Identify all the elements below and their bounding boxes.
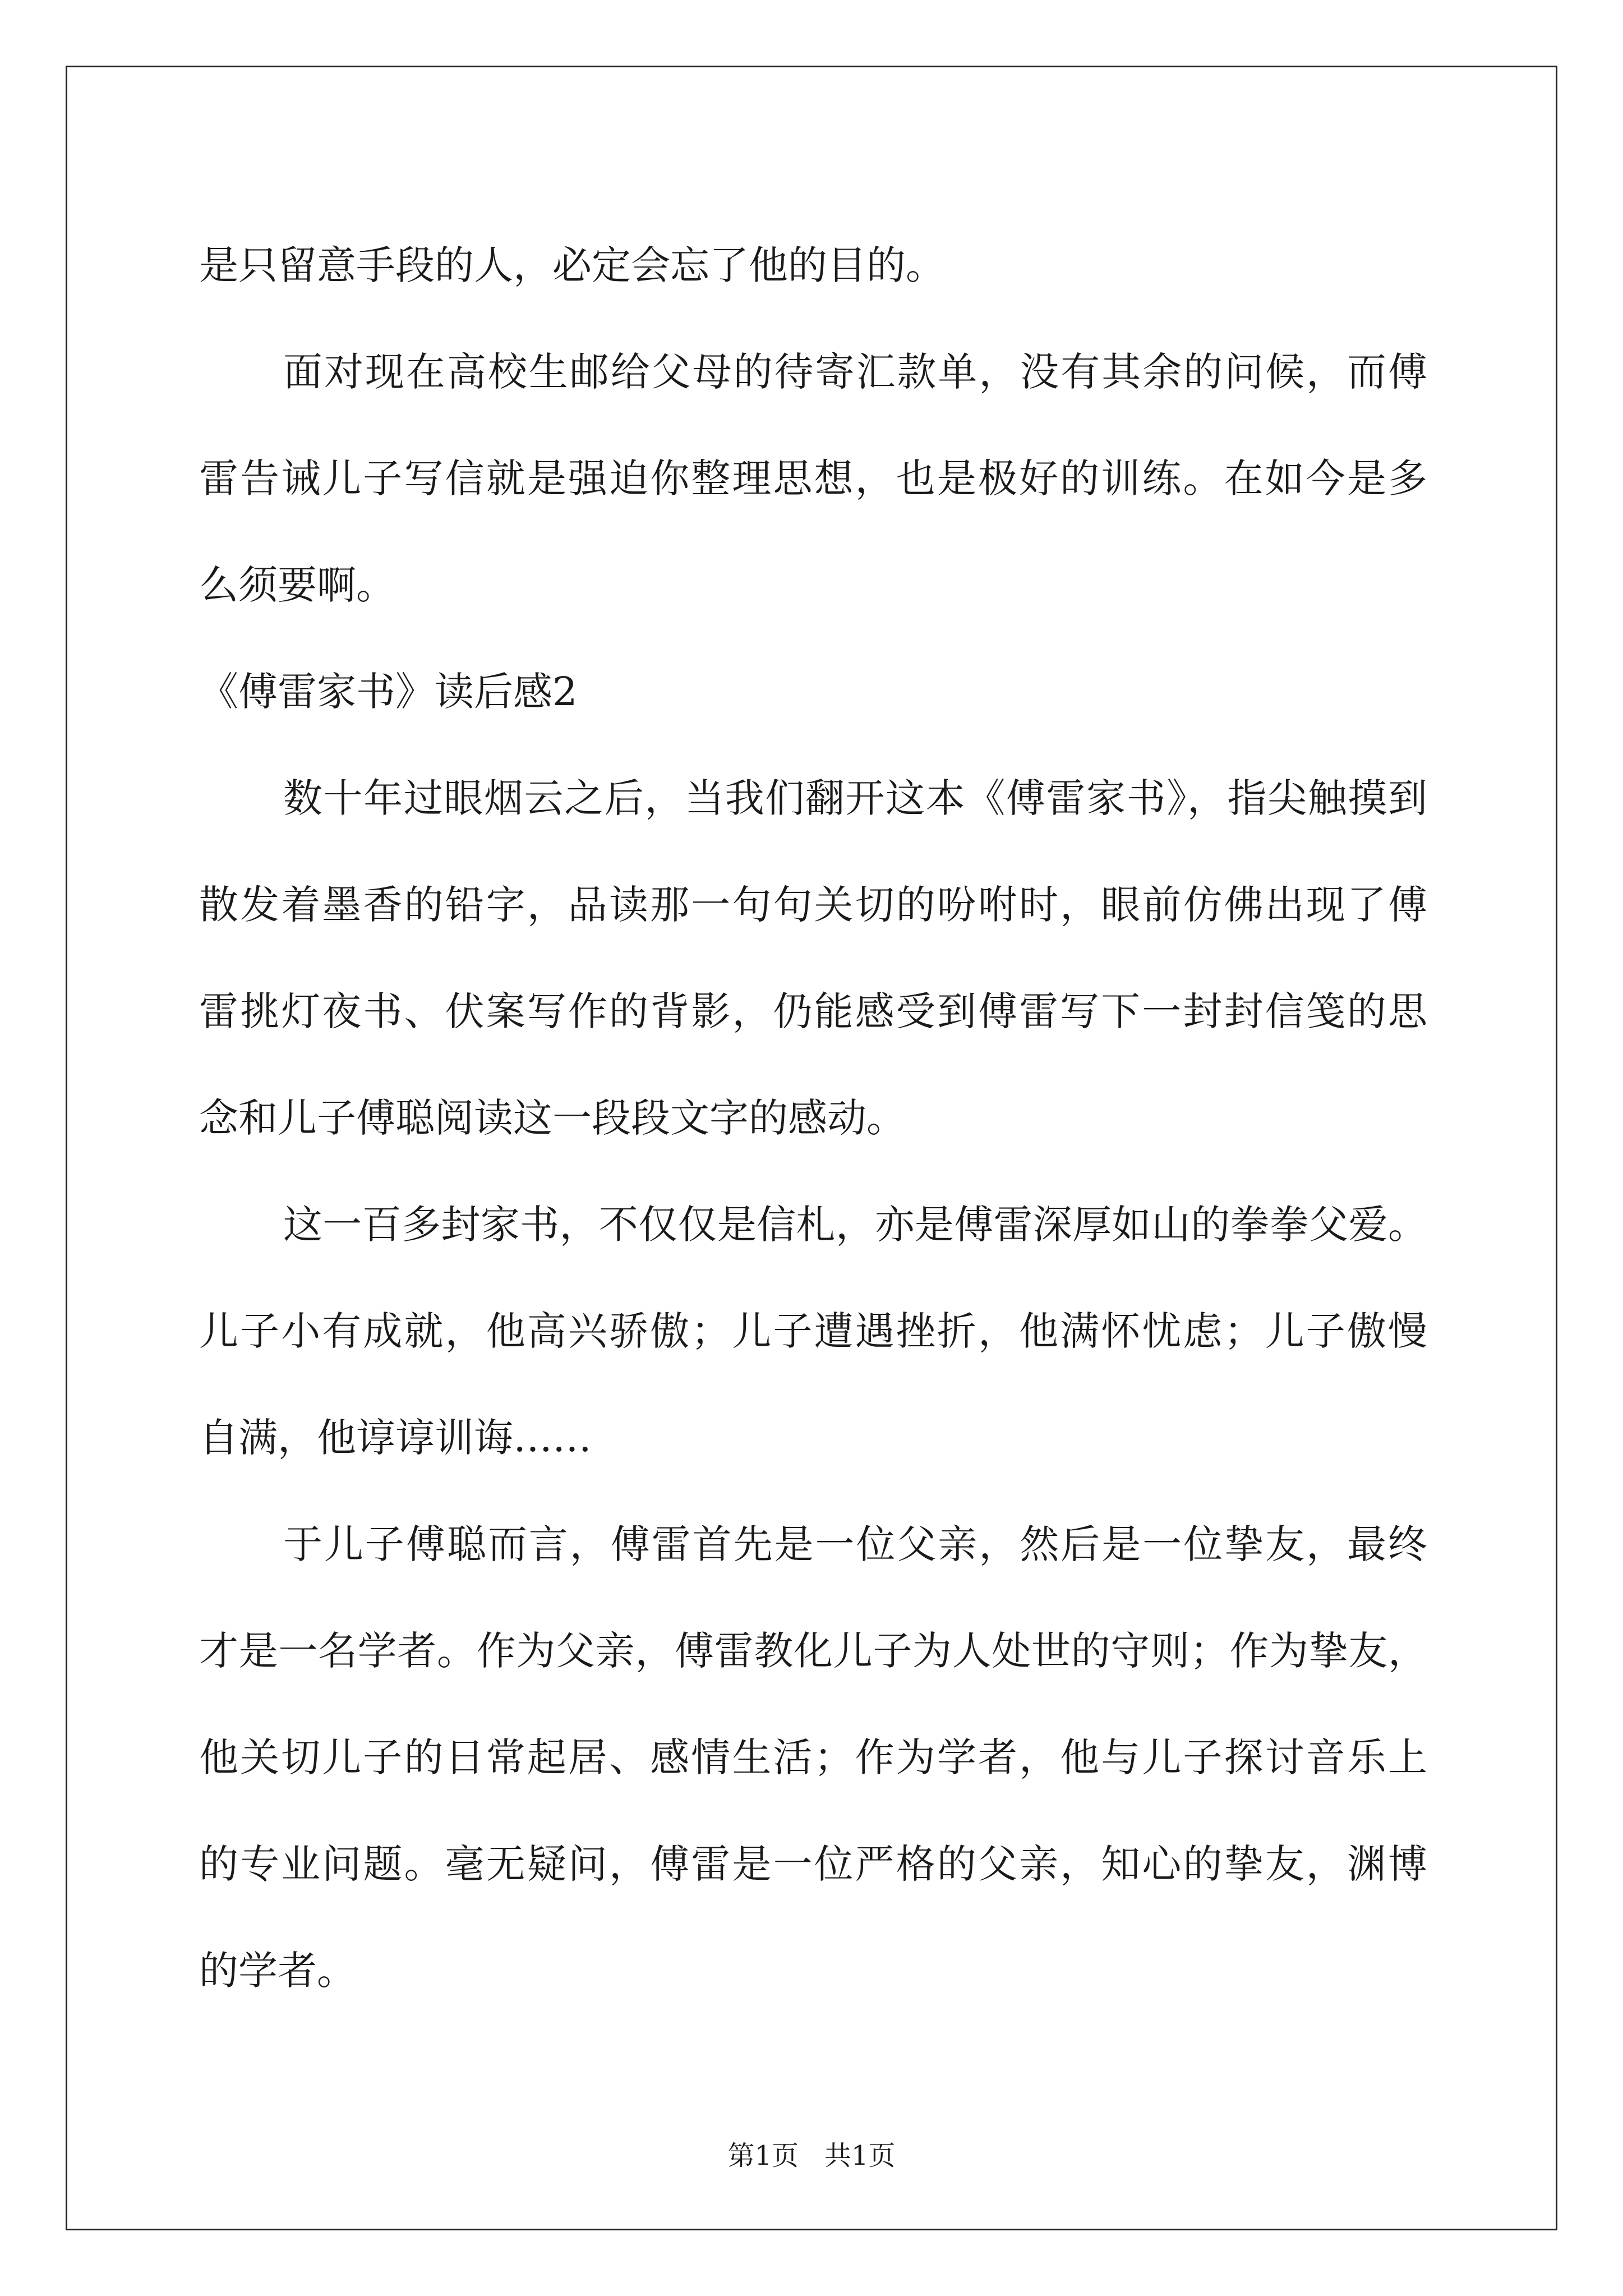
text-line: 的专业问题。毫无疑问，傅雷是一位严格的父亲，知心的挚友，渊博 (199, 1841, 1427, 1887)
page-total: 共1页 (824, 2140, 896, 2171)
text-line: 儿子小有成就，他高兴骄傲；儿子遭遇挫折，他满怀忧虑；儿子傲慢 (199, 1308, 1427, 1354)
section-heading: 《傅雷家书》读后感2 (199, 669, 578, 715)
text-line: 这一百多封家书，不仅仅是信札，亦是傅雷深厚如山的拳拳父爱。 (283, 1202, 1427, 1248)
text-line: 于儿子傅聪而言，傅雷首先是一位父亲，然后是一位挚友，最终 (283, 1521, 1427, 1567)
text-line: 雷告诫儿子写信就是强迫你整理思想，也是极好的训练。在如今是多 (199, 455, 1427, 501)
text-line: 才是一名学者。作为父亲，傅雷教化儿子为人处世的守则；作为挚友， (199, 1628, 1427, 1674)
text-line: 雷挑灯夜书、伏案写作的背影，仍能感受到傅雷写下一封封信笺的思 (199, 988, 1427, 1034)
text-line: 自满，他谆谆训诲…… (199, 1415, 592, 1461)
page-number: 第1页 (727, 2140, 799, 2171)
text-line: 散发着墨香的铅字，品读那一句句关切的吩咐时，眼前仿佛出现了傅 (199, 882, 1427, 928)
text-line: 念和儿子傅聪阅读这一段段文字的感动。 (199, 1095, 906, 1141)
text-line: 数十年过眼烟云之后，当我们翻开这本《傅雷家书》，指尖触摸到 (283, 775, 1427, 821)
text-line: 面对现在高校生邮给父母的待寄汇款单，没有其余的问候，而傅 (283, 349, 1427, 395)
page-footer (0, 2139, 1623, 2173)
text-line: 他关切儿子的日常起居、感情生活；作为学者，他与儿子探讨音乐上 (199, 1734, 1427, 1780)
text-line: 么须要啊。 (199, 562, 395, 608)
document-body (199, 212, 1427, 2024)
text-line: 是只留意手段的人，必定会忘了他的目的。 (199, 242, 945, 288)
text-line: 的学者。 (199, 1948, 356, 1994)
